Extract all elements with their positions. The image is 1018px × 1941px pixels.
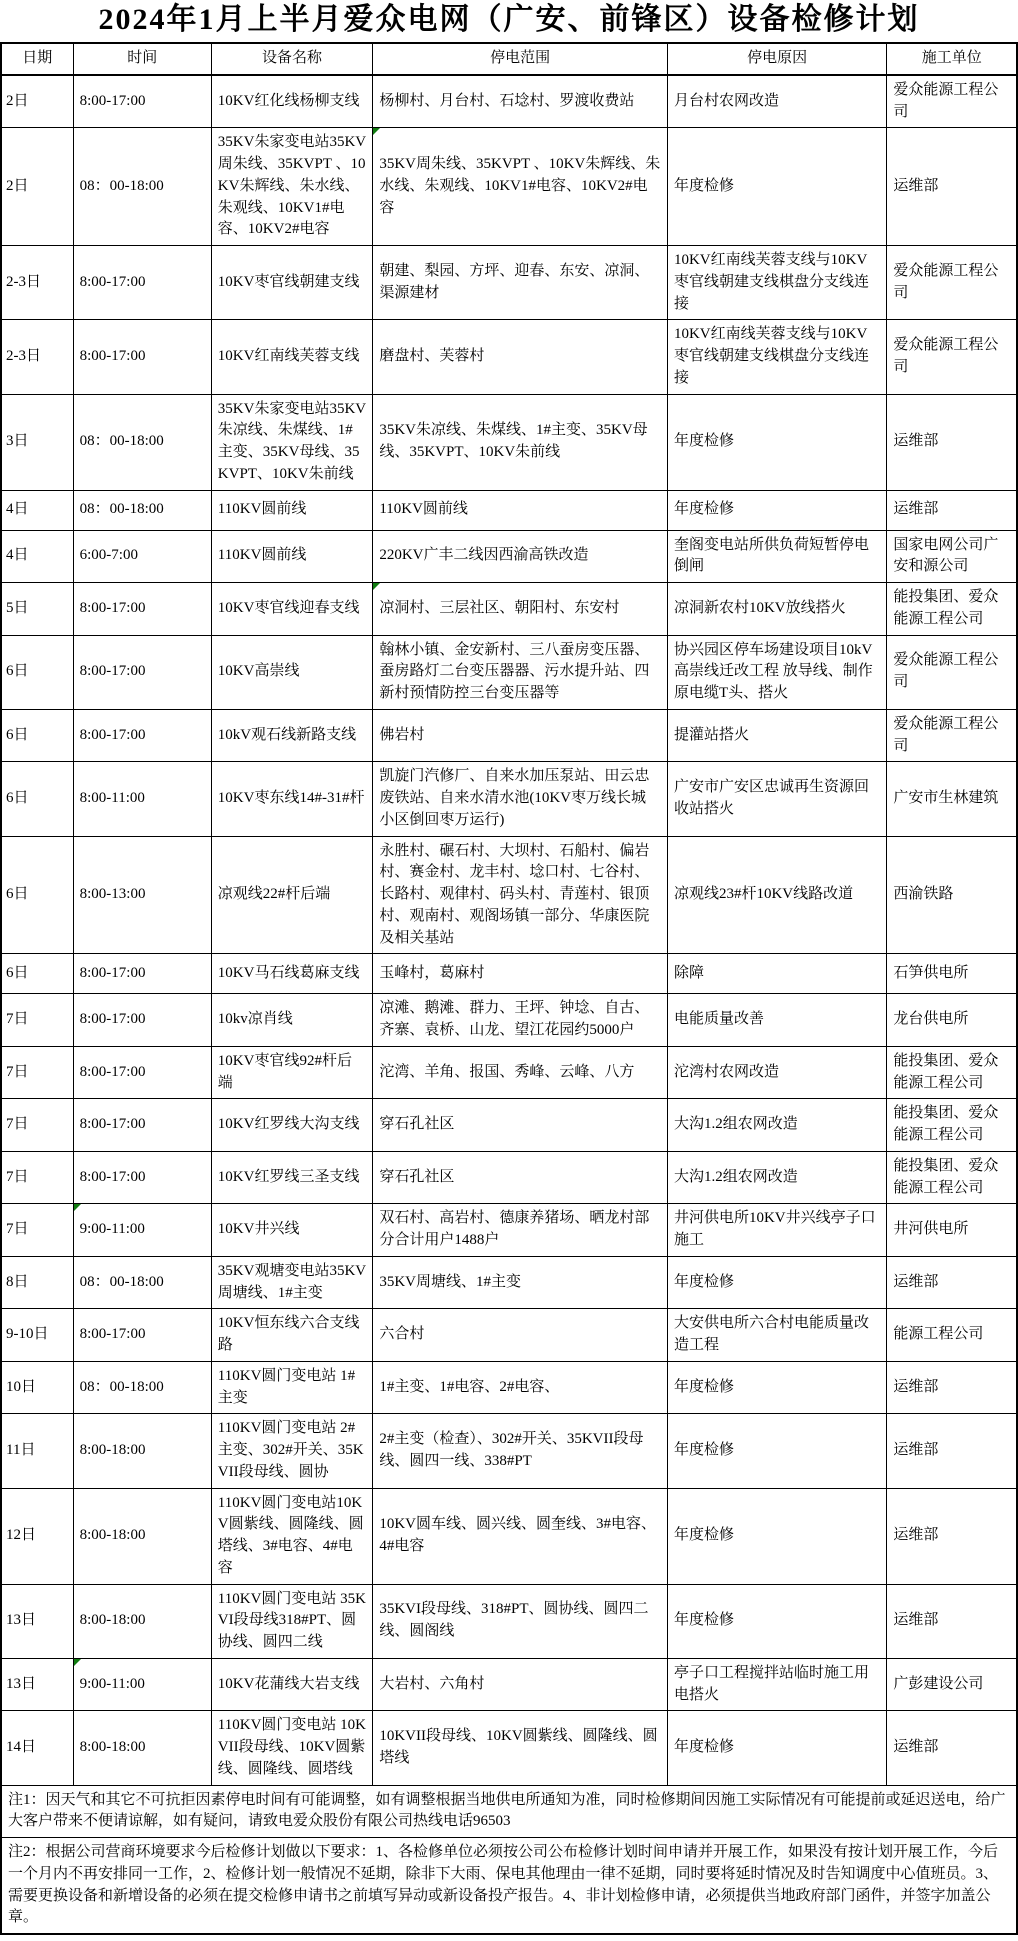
cell-construction-unit: 运维部 xyxy=(887,1414,1017,1488)
cell-outage-reason: 大沟1.2组农网改造 xyxy=(667,1099,886,1152)
cell-outage-reason: 协兴园区停车场建设项目10kV高崇线迁改工程 放导线、制作原电缆T头、搭火 xyxy=(667,635,886,709)
table-row xyxy=(1,836,1017,954)
table-header-row xyxy=(1,43,1017,75)
cell-construction-unit: 爱众能源工程公司 xyxy=(887,75,1017,128)
cell-construction-unit: 能源工程公司 xyxy=(887,1309,1017,1362)
cell-time: 8:00-17:00 xyxy=(73,994,211,1047)
table-row xyxy=(1,1309,1017,1362)
cell-outage-reason: 大安供电所六合村电能质量改造工程 xyxy=(667,1309,886,1362)
cell-construction-unit: 运维部 xyxy=(887,490,1017,530)
cell-outage-range: 翰林小镇、金安新村、三八蚕房变压器、蚕房路灯二台变压器器、污水提升站、四新村预情防控三台变压器等 xyxy=(373,635,668,709)
cell-outage-reason: 亭子口工程搅拌站临时施工用电搭火 xyxy=(667,1658,886,1711)
cell-outage-range: 2#主变（检查）、302#开关、35KVII段母线、圆四一线、338#PT xyxy=(373,1414,668,1488)
cell-time: 8:00-17:00 xyxy=(73,246,211,320)
cell-equipment: 10KV高崇线 xyxy=(211,635,373,709)
cell-outage-reason: 10KV红南线芙蓉支线与10KV枣官线朝建支线棋盘分支线连接 xyxy=(667,320,886,394)
cell-outage-reason: 井河供电所10KV井兴线亭子口施工 xyxy=(667,1204,886,1257)
cell-construction-unit: 运维部 xyxy=(887,1361,1017,1414)
cell-outage-reason: 年度检修 xyxy=(667,1361,886,1414)
cell-time: 8:00-17:00 xyxy=(73,1151,211,1204)
cell-outage-reason: 大沟1.2组农网改造 xyxy=(667,1151,886,1204)
cell-date: 7日 xyxy=(1,1204,73,1257)
cell-equipment: 10KV马石线葛麻支线 xyxy=(211,954,373,994)
cell-date: 13日 xyxy=(1,1658,73,1711)
cell-outage-range: 凉洞村、三层社区、朝阳村、东安村 xyxy=(373,583,668,636)
page-title: 2024年1月上半月爱众电网（广安、前锋区）设备检修计划 xyxy=(98,3,920,36)
cell-construction-unit: 能投集团、爱众能源工程公司 xyxy=(887,1151,1017,1204)
cell-outage-range: 35KV周朱线、35KVPT 、10KV朱辉线、朱水线、朱观线、10KV1#电容、10KV2#电容 xyxy=(373,128,668,246)
cell-date: 9-10日 xyxy=(1,1309,73,1362)
cell-equipment: 10KV红南线芙蓉支线 xyxy=(211,320,373,394)
table-row xyxy=(1,994,1017,1047)
cell-date: 6日 xyxy=(1,954,73,994)
table-row xyxy=(1,1046,1017,1099)
cell-date: 2日 xyxy=(1,128,73,246)
table-row xyxy=(1,1361,1017,1414)
table-row xyxy=(1,490,1017,530)
cell-outage-range: 沱湾、羊角、报国、秀峰、云峰、八方 xyxy=(373,1046,668,1099)
table-row xyxy=(1,394,1017,490)
table-row xyxy=(1,1711,1017,1785)
cell-equipment: 35KV朱家变电站35KV周朱线、35KVPT 、10KV朱辉线、朱水线、朱观线、10KV1#电容、10KV2#电容 xyxy=(211,128,373,246)
cell-outage-range: 10KVII段母线、10KV圆紫线、圆隆线、圆塔线 xyxy=(373,1711,668,1785)
cell-date: 10日 xyxy=(1,1361,73,1414)
cell-construction-unit: 运维部 xyxy=(887,1584,1017,1658)
cell-outage-range: 玉峰村，葛麻村 xyxy=(373,954,668,994)
note-1-text: 注1：因天气和其它不可抗拒因素停电时间有可能调整，如有调整根据当地供电所通知为准，同时检修期间因施工实际情况有可能提前或延迟送电，给广大客户带来不便请谅解，如有疑问，请致电爱众股份有限公司热线电话96503 xyxy=(1,1785,1017,1838)
cell-time: 8:00-18:00 xyxy=(73,1414,211,1488)
cell-equipment: 110KV圆前线 xyxy=(211,490,373,530)
cell-outage-range: 穿石孔社区 xyxy=(373,1099,668,1152)
column-header-date: 日期 xyxy=(1,43,73,75)
cell-time: 8:00-17:00 xyxy=(73,709,211,762)
cell-construction-unit: 国家电网公司广安和源公司 xyxy=(887,530,1017,583)
cell-equipment: 110KV圆门变电站 2#主变、302#开关、35KVII段母线、圆协 xyxy=(211,1414,373,1488)
column-header-reason: 停电原因 xyxy=(667,43,886,75)
cell-date: 6日 xyxy=(1,635,73,709)
cell-equipment: 35KV观塘变电站35KV周塘线、1#主变 xyxy=(211,1256,373,1309)
cell-outage-range: 凯旋门汽修厂、自来水加压泵站、田云忠废铁站、自来水清水池(10KV枣万线长城小区倒回枣万运行) xyxy=(373,762,668,836)
note-row xyxy=(1,1785,1017,1838)
column-header-range: 停电范围 xyxy=(373,43,668,75)
cell-time: 8:00-17:00 xyxy=(73,954,211,994)
cell-time: 8:00-17:00 xyxy=(73,75,211,128)
cell-construction-unit: 广安市生林建筑 xyxy=(887,762,1017,836)
cell-time: 08：00-18:00 xyxy=(73,1361,211,1414)
cell-date: 7日 xyxy=(1,1046,73,1099)
cell-equipment: 110KV圆前线 xyxy=(211,530,373,583)
cell-outage-reason: 年度检修 xyxy=(667,1488,886,1584)
cell-outage-range: 佛岩村 xyxy=(373,709,668,762)
cell-date: 4日 xyxy=(1,530,73,583)
cell-construction-unit: 运维部 xyxy=(887,1488,1017,1584)
cell-equipment: 10kv凉肖线 xyxy=(211,994,373,1047)
cell-construction-unit: 运维部 xyxy=(887,1711,1017,1785)
cell-outage-range: 110KV圆前线 xyxy=(373,490,668,530)
cell-outage-reason: 年度检修 xyxy=(667,1414,886,1488)
cell-equipment: 10KV恒东线六合支线路 xyxy=(211,1309,373,1362)
cell-outage-reason: 年度检修 xyxy=(667,394,886,490)
cell-time: 8:00-11:00 xyxy=(73,762,211,836)
cell-time: 08：00-18:00 xyxy=(73,394,211,490)
cell-date: 13日 xyxy=(1,1584,73,1658)
cell-outage-range: 10KV圆车线、圆兴线、圆奎线、3#电容、4#电容 xyxy=(373,1488,668,1584)
cell-outage-reason: 提灌站搭火 xyxy=(667,709,886,762)
note-2-text: 注2：根据公司营商环境要求今后检修计划做以下要求：1、各检修单位必须按公司公布检修计划时间申请并开展工作，如果没有按计划开展工作，今后一个月内不再安排同一工作，2、检修计划一般情况不延期，除非下大雨、保电其他理由一律不延期，同时要将延时情况及时告知调度中心值班员。3、需要更换设备和新增设备的必须在提交检修申请书之前填写异动或新设备投产报告。4、非计划检修申请，必须提供当地政府部门函件，并签字加盖公章。 xyxy=(1,1838,1017,1935)
table-row xyxy=(1,1488,1017,1584)
cell-construction-unit: 运维部 xyxy=(887,394,1017,490)
cell-date: 8日 xyxy=(1,1256,73,1309)
cell-time: 8:00-17:00 xyxy=(73,1309,211,1362)
cell-equipment: 110KV圆门变电站10KV圆紫线、圆隆线、圆塔线、3#电容、4#电容 xyxy=(211,1488,373,1584)
cell-equipment: 10KV枣东线14#-31#杆 xyxy=(211,762,373,836)
cell-equipment: 10KV红罗线大沟支线 xyxy=(211,1099,373,1152)
table-row xyxy=(1,1658,1017,1711)
cell-equipment: 凉观线22#杆后端 xyxy=(211,836,373,954)
cell-date: 6日 xyxy=(1,762,73,836)
cell-outage-reason: 年度检修 xyxy=(667,1256,886,1309)
cell-construction-unit: 运维部 xyxy=(887,1256,1017,1309)
cell-outage-range: 双石村、高岩村、德康养猪场、晒龙村部分合计用户1488户 xyxy=(373,1204,668,1257)
cell-construction-unit: 能投集团、爱众能源工程公司 xyxy=(887,1046,1017,1099)
table-row xyxy=(1,1414,1017,1488)
cell-date: 4日 xyxy=(1,490,73,530)
cell-time: 8:00-17:00 xyxy=(73,1099,211,1152)
cell-equipment: 10KV花蒲线大岩支线 xyxy=(211,1658,373,1711)
cell-outage-range: 磨盘村、芙蓉村 xyxy=(373,320,668,394)
cell-time: 8:00-17:00 xyxy=(73,635,211,709)
cell-outage-reason: 10KV红南线芙蓉支线与10KV枣官线朝建支线棋盘分支线连接 xyxy=(667,246,886,320)
cell-time: 8:00-17:00 xyxy=(73,583,211,636)
cell-outage-reason: 除障 xyxy=(667,954,886,994)
table-row xyxy=(1,530,1017,583)
cell-outage-reason: 广安市广安区忠诚再生资源回收站搭火 xyxy=(667,762,886,836)
cell-equipment: 110KV圆门变电站 10KVII段母线、10KV圆紫线、圆隆线、圆塔线 xyxy=(211,1711,373,1785)
cell-time: 8:00-13:00 xyxy=(73,836,211,954)
cell-construction-unit: 爱众能源工程公司 xyxy=(887,246,1017,320)
table-row xyxy=(1,128,1017,246)
cell-construction-unit: 运维部 xyxy=(887,128,1017,246)
cell-outage-range: 凉滩、鹅滩、群力、王坪、钟埝、自古、齐寨、袁桥、山龙、望江花园约5000户 xyxy=(373,994,668,1047)
cell-equipment: 10kV观石线新路支线 xyxy=(211,709,373,762)
table-row xyxy=(1,709,1017,762)
cell-time: 8:00-18:00 xyxy=(73,1711,211,1785)
cell-date: 6日 xyxy=(1,836,73,954)
cell-construction-unit: 爱众能源工程公司 xyxy=(887,320,1017,394)
table-row xyxy=(1,762,1017,836)
cell-outage-range: 35KVI段母线、318#PT、圆协线、圆四二线、圆阁线 xyxy=(373,1584,668,1658)
cell-outage-reason: 凉洞新农村10KV放线搭火 xyxy=(667,583,886,636)
cell-construction-unit: 石笋供电所 xyxy=(887,954,1017,994)
cell-construction-unit: 能投集团、爱众能源工程公司 xyxy=(887,583,1017,636)
cell-outage-range: 1#主变、1#电容、2#电容、 xyxy=(373,1361,668,1414)
table-row xyxy=(1,1584,1017,1658)
cell-date: 11日 xyxy=(1,1414,73,1488)
cell-equipment: 10KV枣官线朝建支线 xyxy=(211,246,373,320)
cell-time: 9:00-11:00 xyxy=(73,1658,211,1711)
cell-construction-unit: 龙台供电所 xyxy=(887,994,1017,1047)
cell-outage-range: 大岩村、六角村 xyxy=(373,1658,668,1711)
cell-time: 8:00-17:00 xyxy=(73,320,211,394)
cell-time: 8:00-17:00 xyxy=(73,1046,211,1099)
cell-outage-range: 穿石孔社区 xyxy=(373,1151,668,1204)
table-notes xyxy=(1,1785,1017,1934)
cell-outage-reason: 年度检修 xyxy=(667,1711,886,1785)
cell-outage-reason: 月台村农网改造 xyxy=(667,75,886,128)
cell-outage-reason: 年度检修 xyxy=(667,490,886,530)
cell-outage-range: 六合村 xyxy=(373,1309,668,1362)
table-row xyxy=(1,1099,1017,1152)
column-header-time: 时间 xyxy=(73,43,211,75)
cell-time: 08：00-18:00 xyxy=(73,1256,211,1309)
cell-outage-range: 220KV广丰二线因西渝高铁改造 xyxy=(373,530,668,583)
cell-date: 3日 xyxy=(1,394,73,490)
cell-outage-range: 杨柳村、月台村、石埝村、罗渡收费站 xyxy=(373,75,668,128)
cell-outage-range: 35KV朱凉线、朱煤线、1#主变、35KV母线、35KVPT、10KV朱前线 xyxy=(373,394,668,490)
cell-outage-reason: 年度检修 xyxy=(667,128,886,246)
cell-time: 8:00-18:00 xyxy=(73,1584,211,1658)
cell-equipment: 10KV枣官线迎春支线 xyxy=(211,583,373,636)
table-row xyxy=(1,1151,1017,1204)
table-row xyxy=(1,75,1017,128)
cell-outage-range: 朝建、梨园、方坪、迎春、东安、凉洞、渠源建材 xyxy=(373,246,668,320)
cell-date: 7日 xyxy=(1,1151,73,1204)
cell-outage-reason: 沱湾村农网改造 xyxy=(667,1046,886,1099)
cell-outage-range: 35KV周塘线、1#主变 xyxy=(373,1256,668,1309)
table-row xyxy=(1,1204,1017,1257)
cell-date: 6日 xyxy=(1,709,73,762)
cell-equipment: 10KV红罗线三圣支线 xyxy=(211,1151,373,1204)
cell-equipment: 110KV圆门变电站 1#主变 xyxy=(211,1361,373,1414)
cell-time: 08：00-18:00 xyxy=(73,490,211,530)
table-row xyxy=(1,954,1017,994)
cell-construction-unit: 爱众能源工程公司 xyxy=(887,635,1017,709)
cell-date: 2-3日 xyxy=(1,246,73,320)
table-row xyxy=(1,320,1017,394)
table-row xyxy=(1,635,1017,709)
cell-time: 08：00-18:00 xyxy=(73,128,211,246)
column-header-equipment: 设备名称 xyxy=(211,43,373,75)
cell-date: 5日 xyxy=(1,583,73,636)
cell-outage-reason: 奎阁变电站所供负荷短暂停电倒闸 xyxy=(667,530,886,583)
cell-date: 7日 xyxy=(1,994,73,1047)
cell-equipment: 10KV枣官线92#杆后端 xyxy=(211,1046,373,1099)
cell-construction-unit: 爱众能源工程公司 xyxy=(887,709,1017,762)
table-row xyxy=(1,583,1017,636)
maintenance-plan-table xyxy=(0,42,1018,1935)
cell-construction-unit: 西渝铁路 xyxy=(887,836,1017,954)
cell-date: 14日 xyxy=(1,1711,73,1785)
note-row xyxy=(1,1838,1017,1935)
cell-time: 9:00-11:00 xyxy=(73,1204,211,1257)
cell-date: 7日 xyxy=(1,1099,73,1152)
cell-construction-unit: 能投集团、爱众能源工程公司 xyxy=(887,1099,1017,1152)
cell-outage-reason: 电能质量改善 xyxy=(667,994,886,1047)
cell-time: 6:00-7:00 xyxy=(73,530,211,583)
cell-outage-reason: 年度检修 xyxy=(667,1584,886,1658)
cell-time: 8:00-18:00 xyxy=(73,1488,211,1584)
cell-equipment: 110KV圆门变电站 35KVI段母线318#PT、圆协线、圆四二线 xyxy=(211,1584,373,1658)
cell-equipment: 10KV井兴线 xyxy=(211,1204,373,1257)
table-row xyxy=(1,1256,1017,1309)
column-header-unit: 施工单位 xyxy=(887,43,1017,75)
cell-equipment: 35KV朱家变电站35KV朱凉线、朱煤线、1#主变、35KV母线、35KVPT、10KV朱前线 xyxy=(211,394,373,490)
table-body xyxy=(1,75,1017,1785)
cell-date: 2日 xyxy=(1,75,73,128)
cell-construction-unit: 广彭建设公司 xyxy=(887,1658,1017,1711)
cell-outage-reason: 凉观线23#杆10KV线路改道 xyxy=(667,836,886,954)
cell-outage-range: 永胜村、碾石村、大坝村、石船村、偏岩村、赛金村、龙丰村、埝口村、七谷村、长路村、观律村、码头村、青莲村、银顶村、观南村、观阁场镇一部分、华康医院及相关基站 xyxy=(373,836,668,954)
cell-construction-unit: 井河供电所 xyxy=(887,1204,1017,1257)
cell-date: 2-3日 xyxy=(1,320,73,394)
cell-equipment: 10KV红化线杨柳支线 xyxy=(211,75,373,128)
cell-date: 12日 xyxy=(1,1488,73,1584)
table-row xyxy=(1,246,1017,320)
